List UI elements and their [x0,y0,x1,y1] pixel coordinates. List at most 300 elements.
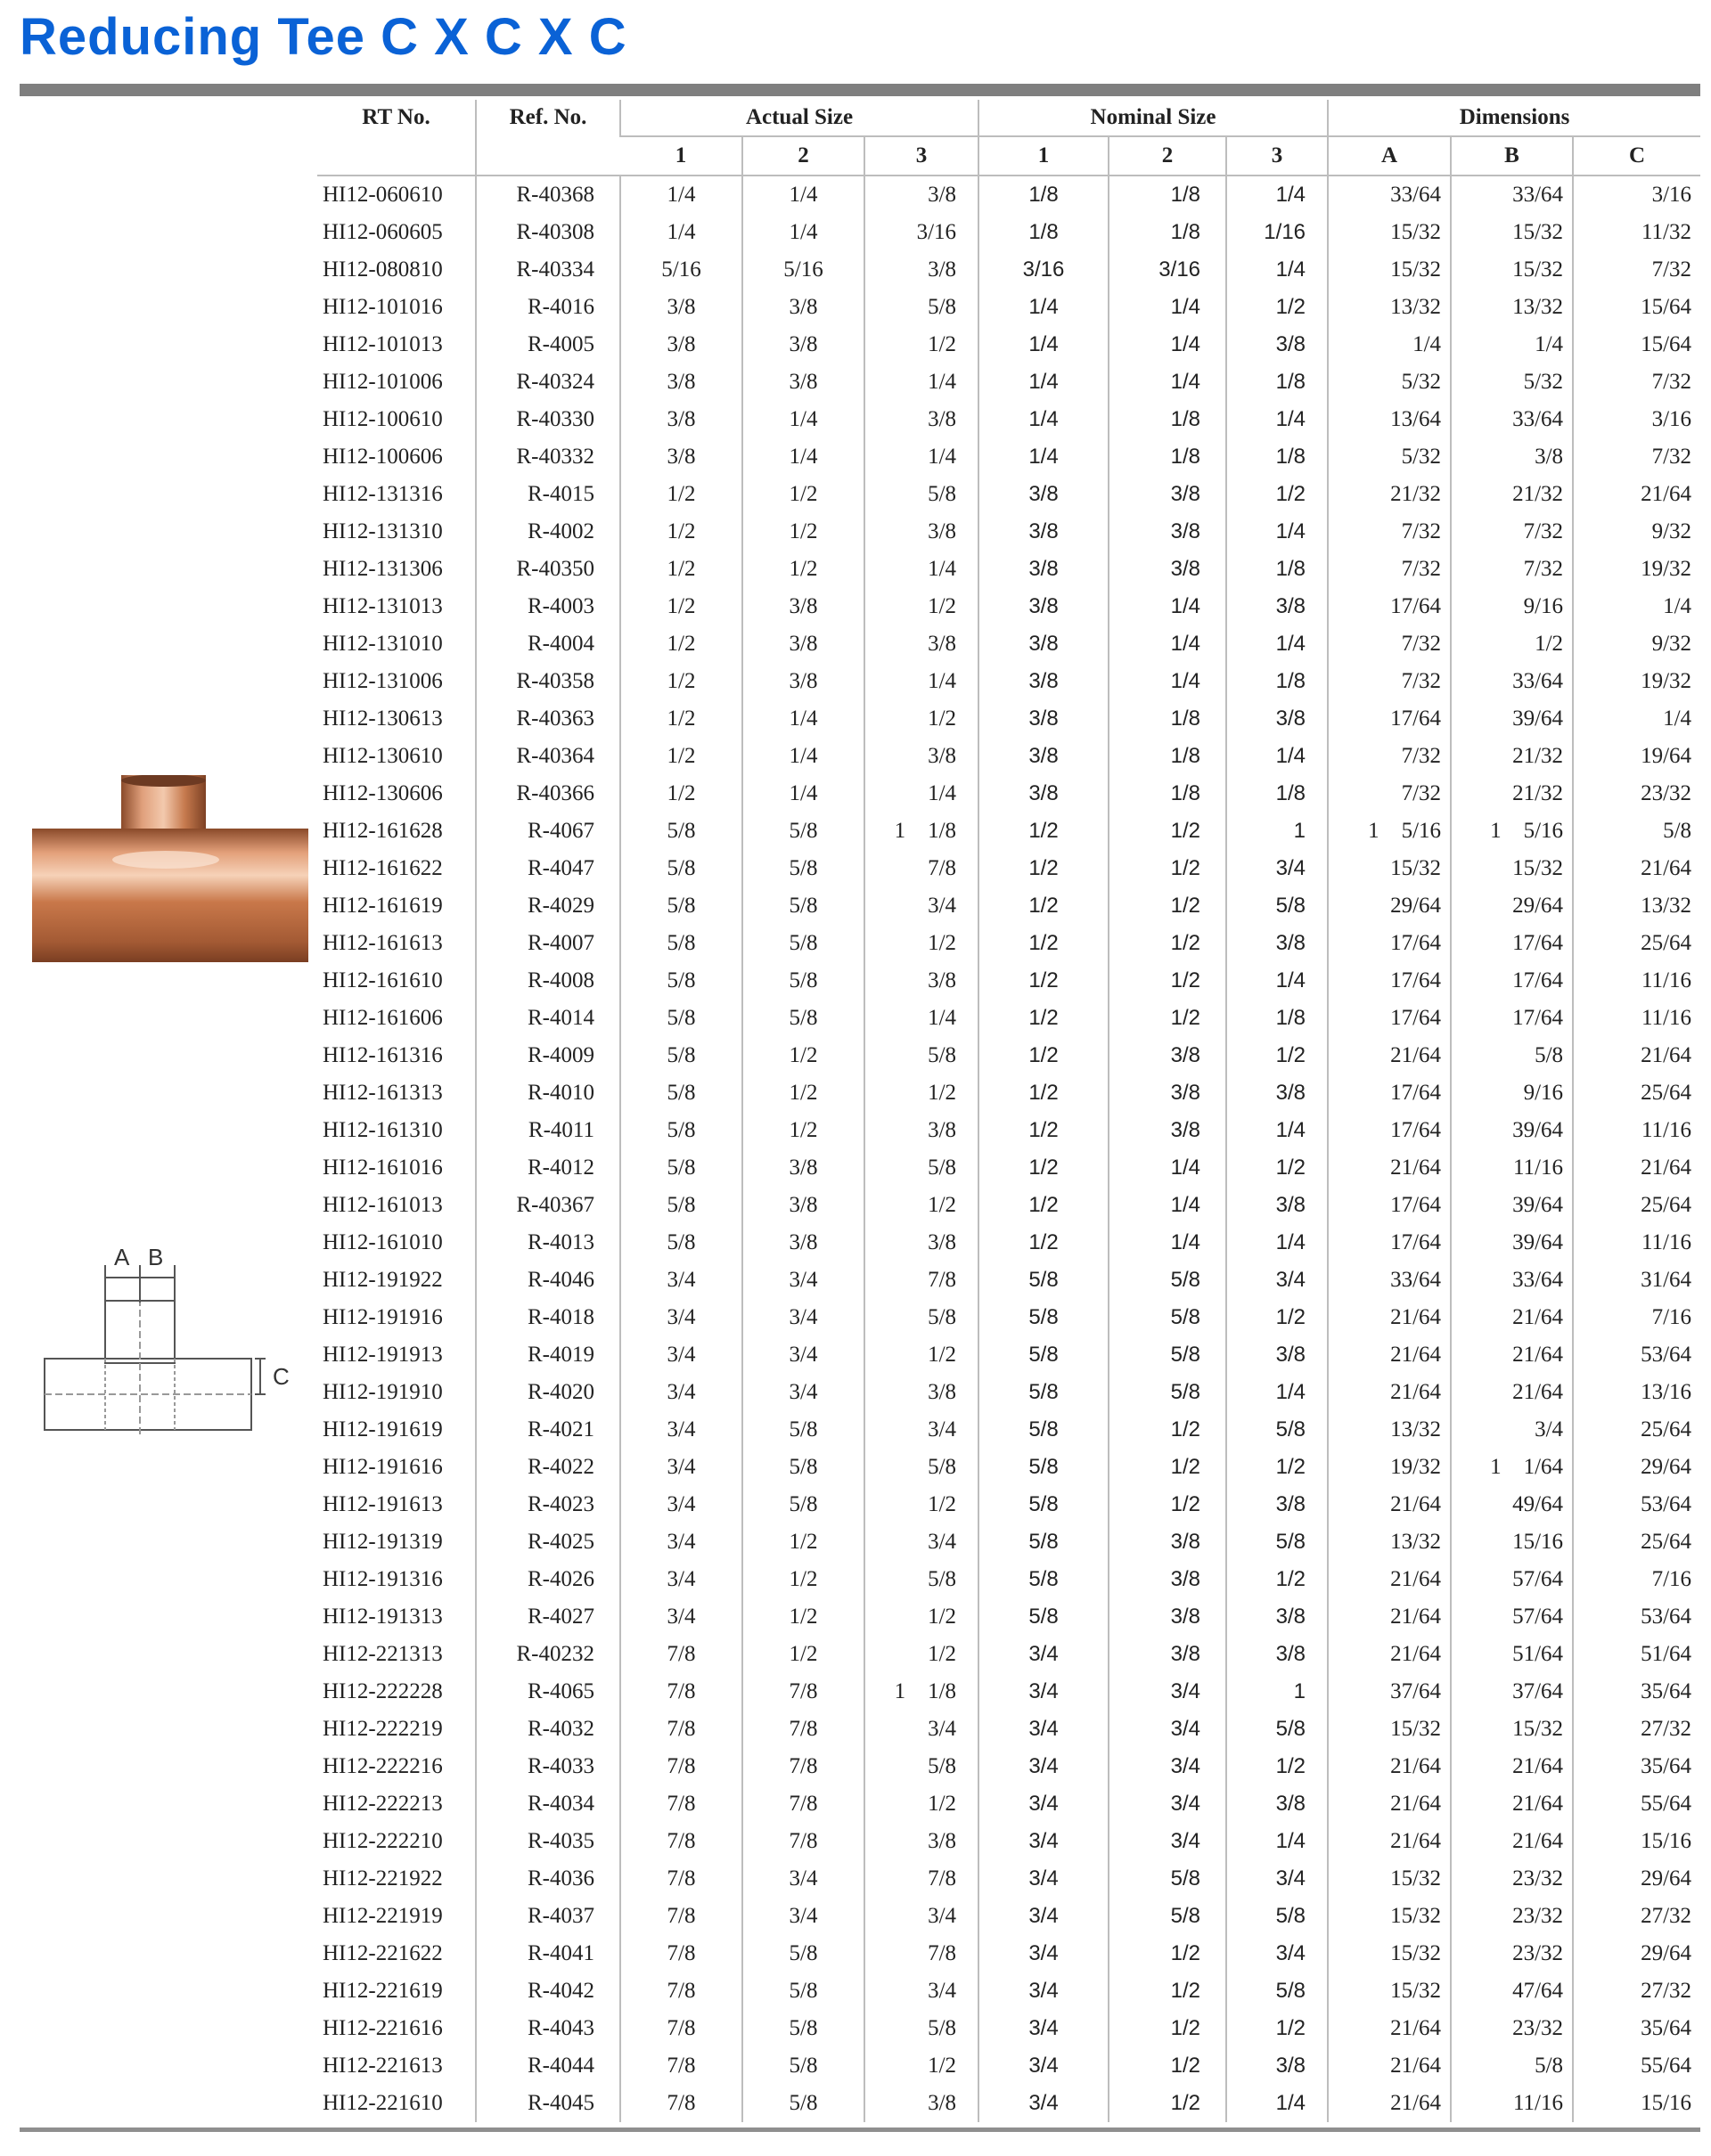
actual-2-cell: 1/2 [742,1561,864,1598]
dim-c-cell: 35/64 [1573,1748,1700,1785]
dim-c-cell: 11/16 [1573,1224,1700,1262]
table-row [317,925,1700,962]
dim-c-cell: 21/64 [1573,476,1700,513]
nominal-1-cell: 1/8 [978,214,1109,251]
actual-2-cell: 3/8 [742,663,864,700]
nominal-2-cell: 5/8 [1109,1374,1226,1411]
nominal-2-cell: 1/2 [1109,2010,1226,2047]
nominal-1-cell: 3/4 [978,1898,1109,1935]
nominal-3-cell: 1/2 [1226,289,1328,326]
dim-a-cell: 37/64 [1328,1673,1451,1711]
rt-no-cell: HI12-191613 [323,1492,443,1516]
table-row [317,1224,1700,1262]
header-nominal-1: 1 [978,136,1109,176]
rt-no-cell: HI12-221619 [323,1979,443,2003]
dim-a-cell: 21/64 [1328,1374,1451,1411]
nominal-1-cell: 3/8 [978,625,1109,663]
actual-3-cell: 3/8 [864,738,978,775]
dim-c-cell: 15/16 [1573,2085,1700,2122]
nominal-3-cell: 5/8 [1226,1411,1328,1449]
actual-2-cell: 5/8 [742,1486,864,1523]
actual-1-cell: 7/8 [620,2010,742,2047]
nominal-2-cell: 3/8 [1109,551,1226,588]
actual-2-cell: 3/8 [742,1149,864,1187]
table-row [317,1449,1700,1486]
actual-1-cell: 3/8 [620,326,742,363]
nominal-1-cell: 3/4 [978,1935,1109,1972]
ref-no-cell: R-4015 [476,476,620,513]
dim-a-cell: 13/64 [1328,401,1451,438]
actual-2-cell: 7/8 [742,1823,864,1860]
rt-no-cell: HI12-131006 [323,669,443,693]
table-row [317,214,1700,251]
actual-1-cell: 7/8 [620,1823,742,1860]
nominal-3-cell: 1/4 [1226,251,1328,289]
dim-c-cell: 29/64 [1573,1449,1700,1486]
actual-1-cell: 3/8 [620,289,742,326]
dim-b-cell: 7/32 [1451,513,1573,551]
header-dim-a: A [1328,136,1451,176]
actual-2-cell: 5/8 [742,850,864,887]
nominal-3-cell: 1/8 [1226,438,1328,476]
nominal-1-cell: 3/8 [978,513,1109,551]
nominal-2-cell: 1/4 [1109,663,1226,700]
nominal-3-cell: 5/8 [1226,1972,1328,2010]
header-nominal-3: 3 [1226,136,1328,176]
dim-a-cell: 7/32 [1328,625,1451,663]
actual-1-cell: 7/8 [620,1972,742,2010]
dim-a-cell: 17/64 [1328,1187,1451,1224]
dim-b-cell: 33/64 [1451,663,1573,700]
table-row [317,1336,1700,1374]
rt-no-cell: HI12-221613 [323,2054,443,2078]
actual-2-cell: 5/8 [742,2085,864,2122]
dim-c-cell: 3/16 [1573,176,1700,214]
nominal-1-cell: 3/8 [978,551,1109,588]
dim-c-cell: 13/32 [1573,887,1700,925]
table-row [317,1823,1700,1860]
dim-c-cell: 3/16 [1573,401,1700,438]
actual-1-cell: 5/8 [620,1149,742,1187]
rt-no-cell: HI12-222213 [323,1792,443,1816]
dim-c-cell: 21/64 [1573,1149,1700,1187]
actual-2-cell: 5/8 [742,1935,864,1972]
nominal-1-cell: 3/4 [978,1823,1109,1860]
nominal-2-cell: 1/2 [1109,813,1226,850]
nominal-3-cell: 5/8 [1226,887,1328,925]
nominal-2-cell: 1/2 [1109,1935,1226,1972]
ref-no-cell: R-4011 [476,1112,620,1149]
dim-c-cell: 51/64 [1573,1636,1700,1673]
table-row [317,2085,1700,2122]
actual-1-cell: 5/8 [620,1074,742,1112]
dim-a-cell: 21/64 [1328,2085,1451,2122]
actual-1-cell: 7/8 [620,1673,742,1711]
actual-3-cell: 3/8 [864,962,978,1000]
nominal-3-cell: 3/8 [1226,326,1328,363]
nominal-1-cell: 3/8 [978,588,1109,625]
dim-a-cell: 21/64 [1328,1336,1451,1374]
dim-a-cell: 33/64 [1328,176,1451,214]
actual-3-cell: 3/8 [864,625,978,663]
dim-b-cell: 9/16 [1451,588,1573,625]
dim-a-cell: 21/64 [1328,1149,1451,1187]
actual-1-cell: 3/4 [620,1523,742,1561]
dim-b-cell: 13/32 [1451,289,1573,326]
actual-1-cell: 5/8 [620,1112,742,1149]
table-row [317,1935,1700,1972]
dim-c-cell: 27/32 [1573,1898,1700,1935]
actual-2-cell: 5/16 [742,251,864,289]
dim-a-cell: 21/64 [1328,1561,1451,1598]
dim-b-cell: 21/32 [1451,738,1573,775]
actual-3-cell: 3/4 [864,887,978,925]
table-row [317,476,1700,513]
header-nominal-size: Nominal Size [978,100,1328,136]
rt-no-cell: HI12-161313 [323,1081,443,1105]
actual-3-cell: 1/2 [864,1336,978,1374]
actual-1-cell: 1/2 [620,663,742,700]
table-row [317,289,1700,326]
ref-no-cell: R-4029 [476,887,620,925]
actual-3-cell: 7/8 [864,1262,978,1299]
actual-3-cell: 1/2 [864,1486,978,1523]
rt-no-cell: HI12-221922 [323,1866,443,1891]
dim-c-cell: 25/64 [1573,925,1700,962]
label-b: B [148,1247,164,1270]
nominal-1-cell: 3/4 [978,1636,1109,1673]
dim-b-cell: 21/64 [1451,1336,1573,1374]
dim-b-cell: 15/16 [1451,1523,1573,1561]
actual-3-cell: 3/4 [864,1711,978,1748]
dim-c-cell: 29/64 [1573,1935,1700,1972]
nominal-2-cell: 1/2 [1109,2047,1226,2085]
actual-2-cell: 7/8 [742,1673,864,1711]
actual-3-cell: 7/8 [864,1860,978,1898]
table-row [317,1000,1700,1037]
nominal-3-cell: 1/4 [1226,1374,1328,1411]
nominal-1-cell: 1/2 [978,813,1109,850]
nominal-3-cell: 1/4 [1226,176,1328,214]
actual-3-cell: 1 1/8 [864,1673,978,1711]
table-row [317,1898,1700,1935]
actual-2-cell: 3/8 [742,326,864,363]
dim-a-cell: 17/64 [1328,1000,1451,1037]
actual-2-cell: 3/8 [742,625,864,663]
rt-no-cell: HI12-161016 [323,1156,443,1180]
ref-no-cell: R-4035 [476,1823,620,1860]
nominal-2-cell: 1/2 [1109,1000,1226,1037]
table-row [317,588,1700,625]
nominal-1-cell: 3/4 [978,1748,1109,1785]
nominal-2-cell: 1/2 [1109,1486,1226,1523]
actual-1-cell: 5/16 [620,251,742,289]
rt-no-cell: HI12-131306 [323,557,443,581]
actual-2-cell: 1/4 [742,401,864,438]
nominal-1-cell: 3/8 [978,663,1109,700]
actual-1-cell: 7/8 [620,2047,742,2085]
nominal-3-cell: 1/4 [1226,1823,1328,1860]
actual-1-cell: 5/8 [620,887,742,925]
nominal-3-cell: 1/4 [1226,738,1328,775]
ref-no-cell: R-4033 [476,1748,620,1785]
nominal-2-cell: 1/2 [1109,1411,1226,1449]
actual-3-cell: 1/2 [864,326,978,363]
dim-b-cell: 17/64 [1451,1000,1573,1037]
dim-b-cell: 39/64 [1451,700,1573,738]
actual-3-cell: 1/4 [864,1000,978,1037]
dim-c-cell: 53/64 [1573,1336,1700,1374]
rt-no-cell: HI12-191913 [323,1343,443,1367]
rt-no-cell: HI12-191922 [323,1268,443,1292]
table-row [317,1523,1700,1561]
actual-2-cell: 1/4 [742,176,864,214]
dim-b-cell: 39/64 [1451,1112,1573,1149]
dim-a-cell: 15/32 [1328,1935,1451,1972]
table-row [317,775,1700,813]
table-row [317,2010,1700,2047]
dim-c-cell: 9/32 [1573,625,1700,663]
nominal-3-cell: 3/4 [1226,1860,1328,1898]
actual-1-cell: 3/4 [620,1598,742,1636]
ref-no-cell: R-4042 [476,1972,620,2010]
dim-b-cell: 23/32 [1451,1898,1573,1935]
ref-no-cell: R-4009 [476,1037,620,1074]
ref-no-cell: R-4041 [476,1935,620,1972]
ref-no-cell: R-4013 [476,1224,620,1262]
dim-b-cell: 49/64 [1451,1486,1573,1523]
dim-c-cell: 9/32 [1573,513,1700,551]
nominal-3-cell: 5/8 [1226,1711,1328,1748]
rt-no-cell: HI12-130606 [323,781,443,805]
nominal-2-cell: 1/2 [1109,925,1226,962]
nominal-1-cell: 1/4 [978,289,1109,326]
actual-3-cell: 5/8 [864,2010,978,2047]
nominal-2-cell: 3/4 [1109,1711,1226,1748]
ref-no-cell: R-4012 [476,1149,620,1187]
dim-b-cell: 15/32 [1451,251,1573,289]
ref-no-cell: R-40334 [476,251,620,289]
dim-b-cell: 21/64 [1451,1823,1573,1860]
dim-c-cell: 27/32 [1573,1972,1700,2010]
actual-1-cell: 5/8 [620,925,742,962]
table-row [317,1374,1700,1411]
dim-b-cell: 23/32 [1451,2010,1573,2047]
actual-2-cell: 1/4 [742,438,864,476]
dim-b-cell: 47/64 [1451,1972,1573,2010]
actual-2-cell: 3/4 [742,1262,864,1299]
header-actual-1: 1 [620,136,742,176]
nominal-2-cell: 3/8 [1109,1636,1226,1673]
actual-3-cell: 1/4 [864,438,978,476]
rt-no-cell: HI12-161613 [323,931,443,955]
dim-c-cell: 7/16 [1573,1299,1700,1336]
actual-3-cell: 1/2 [864,1598,978,1636]
dim-b-cell: 39/64 [1451,1187,1573,1224]
dim-b-cell: 17/64 [1451,925,1573,962]
dim-c-cell: 35/64 [1573,2010,1700,2047]
nominal-1-cell: 1/4 [978,438,1109,476]
dim-b-cell: 7/32 [1451,551,1573,588]
dim-a-cell: 13/32 [1328,289,1451,326]
actual-3-cell: 5/8 [864,1299,978,1336]
dim-b-cell: 37/64 [1451,1673,1573,1711]
actual-2-cell: 1/4 [742,700,864,738]
nominal-1-cell: 3/8 [978,775,1109,813]
actual-1-cell: 3/4 [620,1449,742,1486]
nominal-3-cell: 1/4 [1226,513,1328,551]
nominal-2-cell: 1/2 [1109,1449,1226,1486]
table-row [317,1299,1700,1336]
nominal-2-cell: 3/8 [1109,1561,1226,1598]
table-row [317,1748,1700,1785]
table-row [317,401,1700,438]
nominal-2-cell: 3/4 [1109,1673,1226,1711]
rt-no-cell: HI12-222210 [323,1829,443,1853]
table-row [317,1785,1700,1823]
nominal-1-cell: 5/8 [978,1411,1109,1449]
nominal-3-cell: 3/8 [1226,1785,1328,1823]
dim-a-cell: 17/64 [1328,925,1451,962]
rt-no-cell: HI12-161610 [323,968,443,992]
dim-c-cell: 19/32 [1573,551,1700,588]
nominal-1-cell: 3/8 [978,476,1109,513]
rt-no-cell: HI12-161010 [323,1230,443,1254]
ref-no-cell: R-4045 [476,2085,620,2122]
actual-2-cell: 7/8 [742,1785,864,1823]
actual-3-cell: 1/2 [864,2047,978,2085]
actual-3-cell: 3/16 [864,214,978,251]
dim-b-cell: 33/64 [1451,401,1573,438]
nominal-3-cell: 1/8 [1226,363,1328,401]
dim-a-cell: 7/32 [1328,513,1451,551]
table-row [317,1860,1700,1898]
actual-1-cell: 1/2 [620,513,742,551]
table-row [317,1972,1700,2010]
table-row [317,1037,1700,1074]
ref-no-cell: R-4036 [476,1860,620,1898]
dim-a-cell: 5/32 [1328,363,1451,401]
ref-no-cell: R-4002 [476,513,620,551]
ref-no-cell: R-4019 [476,1336,620,1374]
nominal-3-cell: 1/8 [1226,775,1328,813]
actual-1-cell: 7/8 [620,1711,742,1748]
rt-no-cell: HI12-222219 [323,1717,443,1741]
actual-1-cell: 7/8 [620,2085,742,2122]
ref-no-cell: R-40368 [476,176,620,214]
dim-b-cell: 33/64 [1451,1262,1573,1299]
nominal-1-cell: 5/8 [978,1523,1109,1561]
actual-3-cell: 3/4 [864,1523,978,1561]
dim-a-cell: 13/32 [1328,1411,1451,1449]
rt-no-cell: HI12-161310 [323,1118,443,1142]
actual-3-cell: 5/8 [864,1561,978,1598]
nominal-1-cell: 3/8 [978,700,1109,738]
dim-a-cell: 29/64 [1328,887,1451,925]
rt-no-cell: HI12-161013 [323,1193,443,1217]
dim-a-cell: 5/32 [1328,438,1451,476]
dim-b-cell: 17/64 [1451,962,1573,1000]
nominal-3-cell: 1/4 [1226,401,1328,438]
dim-b-cell: 9/16 [1451,1074,1573,1112]
rt-no-cell: HI12-222228 [323,1679,443,1703]
nominal-3-cell: 1/4 [1226,1224,1328,1262]
rt-no-cell: HI12-191316 [323,1567,443,1591]
ref-no-cell: R-4046 [476,1262,620,1299]
dim-b-cell: 21/64 [1451,1374,1573,1411]
actual-1-cell: 7/8 [620,1860,742,1898]
actual-2-cell: 3/4 [742,1374,864,1411]
ref-no-cell: R-40364 [476,738,620,775]
dim-a-cell: 17/64 [1328,1112,1451,1149]
ref-no-cell: R-40330 [476,401,620,438]
dim-c-cell: 13/16 [1573,1374,1700,1411]
actual-3-cell: 3/8 [864,176,978,214]
nominal-3-cell: 1/4 [1226,962,1328,1000]
table-row [317,1112,1700,1149]
actual-3-cell: 1/2 [864,925,978,962]
nominal-3-cell: 1/8 [1226,663,1328,700]
dimension-diagram [36,1247,303,1461]
actual-3-cell: 1/4 [864,775,978,813]
nominal-2-cell: 5/8 [1109,1336,1226,1374]
nominal-3-cell: 1/4 [1226,2085,1328,2122]
dim-b-cell: 5/8 [1451,2047,1573,2085]
dim-b-cell: 5/32 [1451,363,1573,401]
table-row [317,251,1700,289]
table-row [317,2047,1700,2085]
dim-a-cell: 33/64 [1328,1262,1451,1299]
nominal-1-cell: 1/8 [978,176,1109,214]
dim-a-cell: 21/64 [1328,2047,1451,2085]
nominal-2-cell: 1/2 [1109,2085,1226,2122]
ref-no-cell: R-40232 [476,1636,620,1673]
rt-no-cell: HI12-191916 [323,1305,443,1329]
dim-c-cell: 1/4 [1573,700,1700,738]
actual-3-cell: 3/8 [864,1224,978,1262]
dim-c-cell: 29/64 [1573,1860,1700,1898]
nominal-1-cell: 3/4 [978,2085,1109,2122]
nominal-3-cell: 1/2 [1226,1037,1328,1074]
actual-1-cell: 5/8 [620,1224,742,1262]
dim-c-cell: 7/32 [1573,438,1700,476]
dim-a-cell: 15/32 [1328,1860,1451,1898]
actual-3-cell: 3/8 [864,513,978,551]
dim-b-cell: 51/64 [1451,1636,1573,1673]
dim-c-cell: 7/16 [1573,1561,1700,1598]
dim-a-cell: 15/32 [1328,251,1451,289]
header-actual-3: 3 [864,136,978,176]
label-c: C [273,1363,290,1390]
dim-c-cell: 15/64 [1573,326,1700,363]
actual-2-cell: 1/4 [742,214,864,251]
actual-3-cell: 1/2 [864,588,978,625]
actual-3-cell: 3/8 [864,1374,978,1411]
actual-2-cell: 5/8 [742,2047,864,2085]
dim-c-cell: 21/64 [1573,850,1700,887]
nominal-1-cell: 3/4 [978,1785,1109,1823]
actual-3-cell: 5/8 [864,1037,978,1074]
ref-no-cell: R-40350 [476,551,620,588]
nominal-2-cell: 1/2 [1109,962,1226,1000]
nominal-3-cell: 3/8 [1226,1636,1328,1673]
actual-2-cell: 3/4 [742,1860,864,1898]
table-row [317,1149,1700,1187]
actual-2-cell: 5/8 [742,962,864,1000]
table-row [317,513,1700,551]
dim-b-cell: 29/64 [1451,887,1573,925]
nominal-2-cell: 1/4 [1109,625,1226,663]
